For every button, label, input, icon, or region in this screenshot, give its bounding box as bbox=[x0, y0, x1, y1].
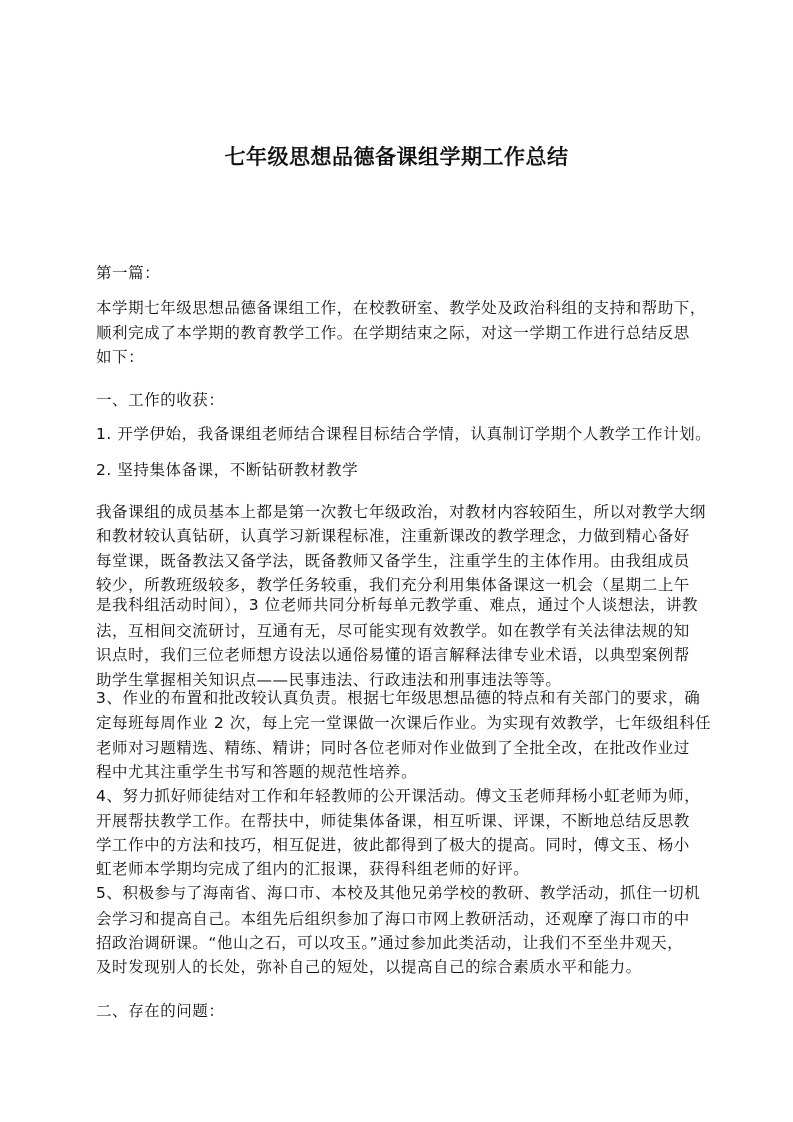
para5-line: 招政治调研课。“他山之石，可以攻玉。”通过参加此类活动，让我们不至坐井观天， bbox=[96, 934, 684, 952]
para4-line: 学工作中的方法和技巧，相互促进，彼此都得到了极大的提高。同时，傅文玉、杨小 bbox=[96, 836, 690, 854]
para2-line: 法，互相间交流研讨，互通有无，尽可能实现有效教学。如在教学有关法律法规的知 bbox=[96, 622, 690, 640]
para3-line: 程中尤其注重学生书写和答题的规范性培养。 bbox=[96, 763, 418, 781]
para2-line: 识点时，我们三位老师想方设法以通俗易懂的语言解释法律专业术语，以典型案例帮 bbox=[96, 646, 690, 664]
para2-line: 助学生掌握相关知识点——民事违法、行政违法和刑事违法等等。 bbox=[96, 671, 562, 689]
para2-line: 我备课组的成员基本上都是第一次教七年级政治，对教材内容较陌生，所以对教学大纲 bbox=[96, 503, 706, 521]
para2-line: 较少，所教班级较多，教学任务较重，我们充分利用集体备课这一机会（星期二上午 bbox=[96, 576, 690, 594]
intro-line: 如下： bbox=[96, 348, 145, 366]
intro-line: 顺利完成了本学期的教育教学工作。在学期结束之际，对这一学期工作进行总结反思 bbox=[96, 324, 690, 342]
para4-line: 虹老师本学期均完成了组内的汇报课，获得科组老师的好评。 bbox=[96, 860, 530, 878]
item-1: 1. 开学伊始，我备课组老师结合课程目标结合学情，认真制订学期个人教学工作计划。 bbox=[96, 425, 712, 443]
para2-line: 是我科组活动时间），3 位老师共同分析每单元教学重、难点，通过个人谈想法，讲教 bbox=[96, 596, 698, 614]
para4-line: 开展帮扶教学工作。在帮扶中，师徒集体备课，相互听课、评课，不断地总结反思教 bbox=[96, 812, 690, 830]
document-title: 七年级思想品德备课组学期工作总结 bbox=[224, 145, 569, 169]
para5-line: 5、积极参与了海南省、海口市、本校及其他兄弟学校的教研、教学活动，抓住一切机 bbox=[96, 884, 701, 902]
para4-line: 4、努力抓好师徒结对工作和年轻教师的公开课活动。傅文玉老师拜杨小虹老师为师， bbox=[96, 787, 701, 805]
para3-line: 定每班每周作业 2 次，每上完一堂课做一次课后作业。为实现有效教学，七年级组科任 bbox=[96, 714, 712, 732]
heading-achievements: 一、工作的收获： bbox=[96, 391, 225, 409]
intro-line: 本学期七年级思想品德备课组工作，在校教研室、教学处及政治科组的支持和帮助下， bbox=[96, 299, 706, 317]
heading-problems: 二、存在的问题： bbox=[96, 1002, 225, 1020]
para5-line: 会学习和提高自己。本组先后组织参加了海口市网上教研活动，还观摩了海口市的中 bbox=[96, 910, 690, 928]
para2-line: 和教材较认真钻研，认真学习新课程标准，注重新课改的教学理念，力做到精心备好 bbox=[96, 527, 690, 545]
para5-line: 及时发现别人的长处，弥补自己的短处，以提高自己的综合素质水平和能力。 bbox=[96, 958, 642, 976]
para3-line: 3、作业的布置和批改较认真负责。根据七年级思想品德的特点和有关部门的要求，确 bbox=[96, 689, 701, 707]
para3-line: 老师对习题精选、精练、精讲；同时各位老师对作业做到了全批全改，在批改作业过 bbox=[96, 739, 690, 757]
para2-line: 每堂课，既备教法又备学法，既备教师又备学生，注重学生的主体作用。由我组成员 bbox=[96, 552, 690, 570]
item-2: 2. 坚持集体备课，不断钻研教材教学 bbox=[96, 461, 359, 479]
section-label: 第一篇： bbox=[96, 264, 161, 282]
